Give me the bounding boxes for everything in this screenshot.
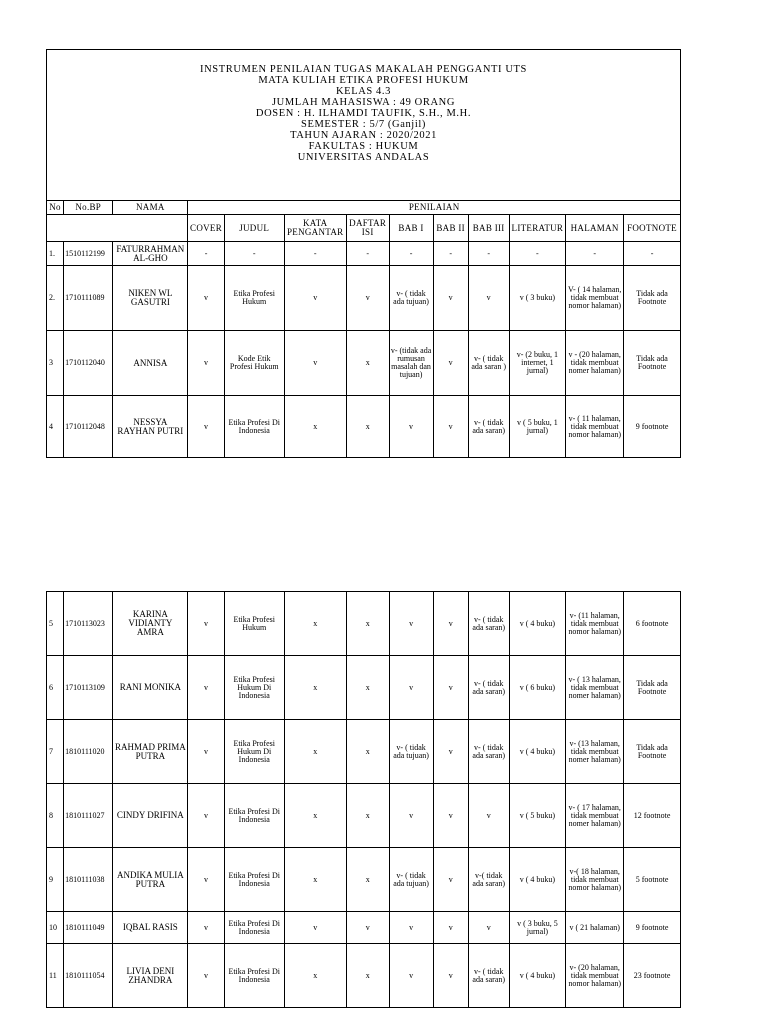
header-daftar-isi: DAFTAR ISI	[346, 215, 389, 242]
kata-pengantar-cell: v	[284, 266, 346, 331]
assessment-table-page-2	[46, 591, 681, 1008]
bab-ii-cell: v	[433, 720, 468, 784]
student-name: LIVIA DENI ZHANDRA	[113, 944, 188, 1008]
judul-cell: Etika Profesi Di Indonesia	[224, 944, 284, 1008]
cover-cell: v	[188, 944, 224, 1008]
table-row	[47, 266, 681, 331]
daftar-isi-cell: -	[346, 242, 389, 266]
halaman-cell: v- ( 11 halaman, tidak membuat nomor halaman)	[566, 396, 624, 458]
header-literatur: LITERATUR	[509, 215, 566, 242]
student-bp: 1810111054	[64, 944, 113, 1008]
bab-ii-cell: v	[433, 784, 468, 848]
header-bab-i: BAB I	[389, 215, 433, 242]
header-kata-pengantar: KATA PENGANTAR	[284, 215, 346, 242]
header-no: No	[47, 201, 64, 215]
halaman-cell: v ( 21 halaman)	[566, 912, 624, 944]
footnote-cell: 9 footnote	[624, 396, 681, 458]
header-blank	[47, 215, 188, 242]
cover-cell: v	[188, 912, 224, 944]
footnote-cell: Tidak ada Footnote	[624, 331, 681, 396]
bab-i-cell: v- ( tidak ada tujuan)	[389, 848, 433, 912]
kata-pengantar-cell: v	[284, 331, 346, 396]
halaman-cell: v- (20 halaman, tidak membuat nomor halaman)	[566, 944, 624, 1008]
literatur-cell: v ( 4 buku)	[509, 944, 566, 1008]
footnote-cell: 12 footnote	[624, 784, 681, 848]
bab-ii-cell: v	[433, 266, 468, 331]
bab-ii-cell: v	[433, 944, 468, 1008]
bab-ii-cell: v	[433, 656, 468, 720]
judul-cell: Etika Profesi Di Indonesia	[224, 912, 284, 944]
bab-iii-cell: v- ( tidak ada saran)	[468, 944, 509, 1008]
header-cover: COVER	[188, 215, 224, 242]
row-number: 10	[47, 912, 64, 944]
judul-cell: Etika Profesi Di Indonesia	[224, 848, 284, 912]
kata-pengantar-cell: x	[284, 396, 346, 458]
bab-i-cell: v	[389, 944, 433, 1008]
header-judul: JUDUL	[224, 215, 284, 242]
cover-cell: v	[188, 720, 224, 784]
bab-i-cell: v	[389, 784, 433, 848]
literatur-cell: v ( 3 buku, 5 jurnal)	[509, 912, 566, 944]
bab-i-cell: v	[389, 396, 433, 458]
table-row	[47, 656, 681, 720]
halaman-cell: v- (13 halaman, tidak membuat nomer halaman)	[566, 720, 624, 784]
judul-cell: -	[224, 242, 284, 266]
judul-cell: Etika Profesi Di Indonesia	[224, 784, 284, 848]
title-line: KELAS 4.3	[336, 86, 391, 97]
table-row	[47, 912, 681, 944]
halaman-cell: -	[566, 242, 624, 266]
daftar-isi-cell: x	[346, 396, 389, 458]
footnote-cell: 23 footnote	[624, 944, 681, 1008]
daftar-isi-cell: x	[346, 784, 389, 848]
header-nama: NAMA	[113, 201, 188, 215]
footnote-cell: Tidak ada Footnote	[624, 720, 681, 784]
table-row	[47, 784, 681, 848]
header-penilaian: PENILAIAN	[188, 201, 681, 215]
footnote-cell: Tidak ada Footnote	[624, 266, 681, 331]
row-number: 9	[47, 848, 64, 912]
title-line: DOSEN : H. ILHAMDI TAUFIK, S.H., M.H.	[255, 108, 472, 119]
halaman-cell: v- ( 17 halaman, tidak membuat nomer halaman)	[566, 784, 624, 848]
cover-cell: v	[188, 266, 224, 331]
bab-i-cell: v	[389, 656, 433, 720]
daftar-isi-cell: x	[346, 944, 389, 1008]
student-bp: 1710113109	[64, 656, 113, 720]
kata-pengantar-cell: v	[284, 912, 346, 944]
row-number: 6	[47, 656, 64, 720]
literatur-cell: v ( 4 buku)	[509, 848, 566, 912]
student-name: NESSYA RAYHAN PUTRI	[113, 396, 188, 458]
student-bp: 1710113023	[64, 592, 113, 656]
student-name: IQBAL RASIS	[113, 912, 188, 944]
kata-pengantar-cell: x	[284, 592, 346, 656]
bab-i-cell: v	[389, 912, 433, 944]
daftar-isi-cell: v	[346, 266, 389, 331]
bab-iii-cell: v- ( tidak ada saran)	[468, 720, 509, 784]
title-line: UNIVERSITAS ANDALAS	[297, 152, 430, 163]
bab-iii-cell: -	[468, 242, 509, 266]
bab-i-cell: v- ( tidak ada tujuan)	[389, 266, 433, 331]
row-number: 11	[47, 944, 64, 1008]
bab-i-cell: v- (tidak ada rumusan masalah dan tujuan)	[389, 331, 433, 396]
literatur-cell: v ( 5 buku, 1 jurnal)	[509, 396, 566, 458]
row-number: 8	[47, 784, 64, 848]
literatur-cell: -	[509, 242, 566, 266]
table-body-page-1	[47, 242, 681, 458]
footnote-cell: -	[624, 242, 681, 266]
student-name: RANI MONIKA	[113, 656, 188, 720]
judul-cell: Etika Profesi Hukum	[224, 592, 284, 656]
kata-pengantar-cell: x	[284, 720, 346, 784]
footnote-cell: Tidak ada Footnote	[624, 656, 681, 720]
bab-iii-cell: v- ( tidak ada saran)	[468, 396, 509, 458]
table-row	[47, 720, 681, 784]
title-line: MATA KULIAH ETIKA PROFESI HUKUM	[258, 75, 469, 86]
halaman-cell: V- ( 14 halaman, tidak membuat nomor halaman)	[566, 266, 624, 331]
header-halaman: HALAMAN	[566, 215, 624, 242]
student-name: ANDIKA MULIA PUTRA	[113, 848, 188, 912]
kata-pengantar-cell: x	[284, 784, 346, 848]
judul-cell: Etika Profesi Di Indonesia	[224, 396, 284, 458]
kata-pengantar-cell: x	[284, 656, 346, 720]
title-line: TAHUN AJARAN : 2020/2021	[290, 130, 437, 141]
row-number: 3	[47, 331, 64, 396]
cover-cell: v	[188, 848, 224, 912]
table-row	[47, 944, 681, 1008]
kata-pengantar-cell: x	[284, 944, 346, 1008]
table-body-page-2	[47, 592, 681, 1008]
bab-iii-cell: v-( tidak ada saran)	[468, 848, 509, 912]
student-name: NIKEN WL GASUTRI	[113, 266, 188, 331]
bab-ii-cell: v	[433, 396, 468, 458]
daftar-isi-cell: x	[346, 720, 389, 784]
bab-ii-cell: -	[433, 242, 468, 266]
title-line: INSTRUMEN PENILAIAN TUGAS MAKALAH PENGGANTI UTS	[200, 64, 527, 75]
bab-iii-cell: v	[468, 784, 509, 848]
literatur-cell: v ( 4 buku)	[509, 720, 566, 784]
cover-cell: v	[188, 331, 224, 396]
bab-i-cell: -	[389, 242, 433, 266]
daftar-isi-cell: v	[346, 912, 389, 944]
student-bp: 1810111027	[64, 784, 113, 848]
footnote-cell: 6 footnote	[624, 592, 681, 656]
kata-pengantar-cell: x	[284, 848, 346, 912]
header-bp: No.BP	[64, 201, 113, 215]
bab-ii-cell: v	[433, 848, 468, 912]
title-line: SEMESTER : 5/7 (Ganjil)	[301, 119, 426, 130]
row-number: 4	[47, 396, 64, 458]
table-row	[47, 592, 681, 656]
bab-ii-cell: v	[433, 592, 468, 656]
bab-i-cell: v	[389, 592, 433, 656]
literatur-cell: v ( 4 buku)	[509, 592, 566, 656]
header-bab-iii: BAB III	[468, 215, 509, 242]
daftar-isi-cell: x	[346, 331, 389, 396]
halaman-cell: v-( 18 halaman, tidak membuat nomor halaman)	[566, 848, 624, 912]
bab-iii-cell: v- ( tidak ada saran )	[468, 331, 509, 396]
judul-cell: Etika Profesi Hukum	[224, 266, 284, 331]
title-line: FAKULTAS : HUKUM	[308, 141, 419, 152]
bab-ii-cell: v	[433, 912, 468, 944]
halaman-cell: v - (20 halaman, tidak membuat nomer halaman)	[566, 331, 624, 396]
row-number: 1.	[47, 242, 64, 266]
student-bp: 1510112199	[64, 242, 113, 266]
literatur-cell: v ( 5 buku)	[509, 784, 566, 848]
assessment-table-page-1	[46, 49, 681, 458]
judul-cell: Etika Profesi Hukum Di Indonesia	[224, 656, 284, 720]
daftar-isi-cell: x	[346, 656, 389, 720]
student-bp: 1710111089	[64, 266, 113, 331]
table-row	[47, 331, 681, 396]
student-name: KARINA VIDIANTY AMRA	[113, 592, 188, 656]
literatur-cell: v- (2 buku, 1 internet, 1 jurnal)	[509, 331, 566, 396]
bab-iii-cell: v- ( tidak ada saran)	[468, 592, 509, 656]
table-row	[47, 242, 681, 266]
literatur-cell: v ( 3 buku)	[509, 266, 566, 331]
bab-iii-cell: v- ( tidak ada saran)	[468, 656, 509, 720]
bab-iii-cell: v	[468, 912, 509, 944]
footnote-cell: 9 footnote	[624, 912, 681, 944]
title-line: JUMLAH MAHASISWA : 49 ORANG	[271, 97, 456, 108]
student-name: RAHMAD PRIMA PUTRA	[113, 720, 188, 784]
judul-cell: Kode Etik Profesi Hukum	[224, 331, 284, 396]
daftar-isi-cell: x	[346, 848, 389, 912]
student-bp: 1710112040	[64, 331, 113, 396]
student-name: FATURRAHMAN AL-GHO	[113, 242, 188, 266]
literatur-cell: v ( 6 buku)	[509, 656, 566, 720]
bab-iii-cell: v	[468, 266, 509, 331]
table-row	[47, 396, 681, 458]
student-name: CINDY DRIFINA	[113, 784, 188, 848]
header-bab-ii: BAB II	[433, 215, 468, 242]
student-bp: 1710112048	[64, 396, 113, 458]
cover-cell: v	[188, 656, 224, 720]
cover-cell: -	[188, 242, 224, 266]
document-title-block	[47, 50, 681, 201]
row-number: 7	[47, 720, 64, 784]
cover-cell: v	[188, 396, 224, 458]
bab-ii-cell: v	[433, 331, 468, 396]
halaman-cell: v- (11 halaman, tidak membuat nomor halaman)	[566, 592, 624, 656]
student-name: ANNISA	[113, 331, 188, 396]
student-bp: 1810111049	[64, 912, 113, 944]
daftar-isi-cell: x	[346, 592, 389, 656]
student-bp: 1810111038	[64, 848, 113, 912]
student-bp: 1810111020	[64, 720, 113, 784]
row-number: 2.	[47, 266, 64, 331]
cover-cell: v	[188, 784, 224, 848]
table-row	[47, 848, 681, 912]
cover-cell: v	[188, 592, 224, 656]
kata-pengantar-cell: -	[284, 242, 346, 266]
judul-cell: Etika Profesi Hukum Di Indonesia	[224, 720, 284, 784]
row-number: 5	[47, 592, 64, 656]
halaman-cell: v- ( 13 halaman, tidak membuat nomer halaman)	[566, 656, 624, 720]
bab-i-cell: v- ( tidak ada tujuan)	[389, 720, 433, 784]
footnote-cell: 5 footnote	[624, 848, 681, 912]
header-footnote: FOOTNOTE	[624, 215, 681, 242]
